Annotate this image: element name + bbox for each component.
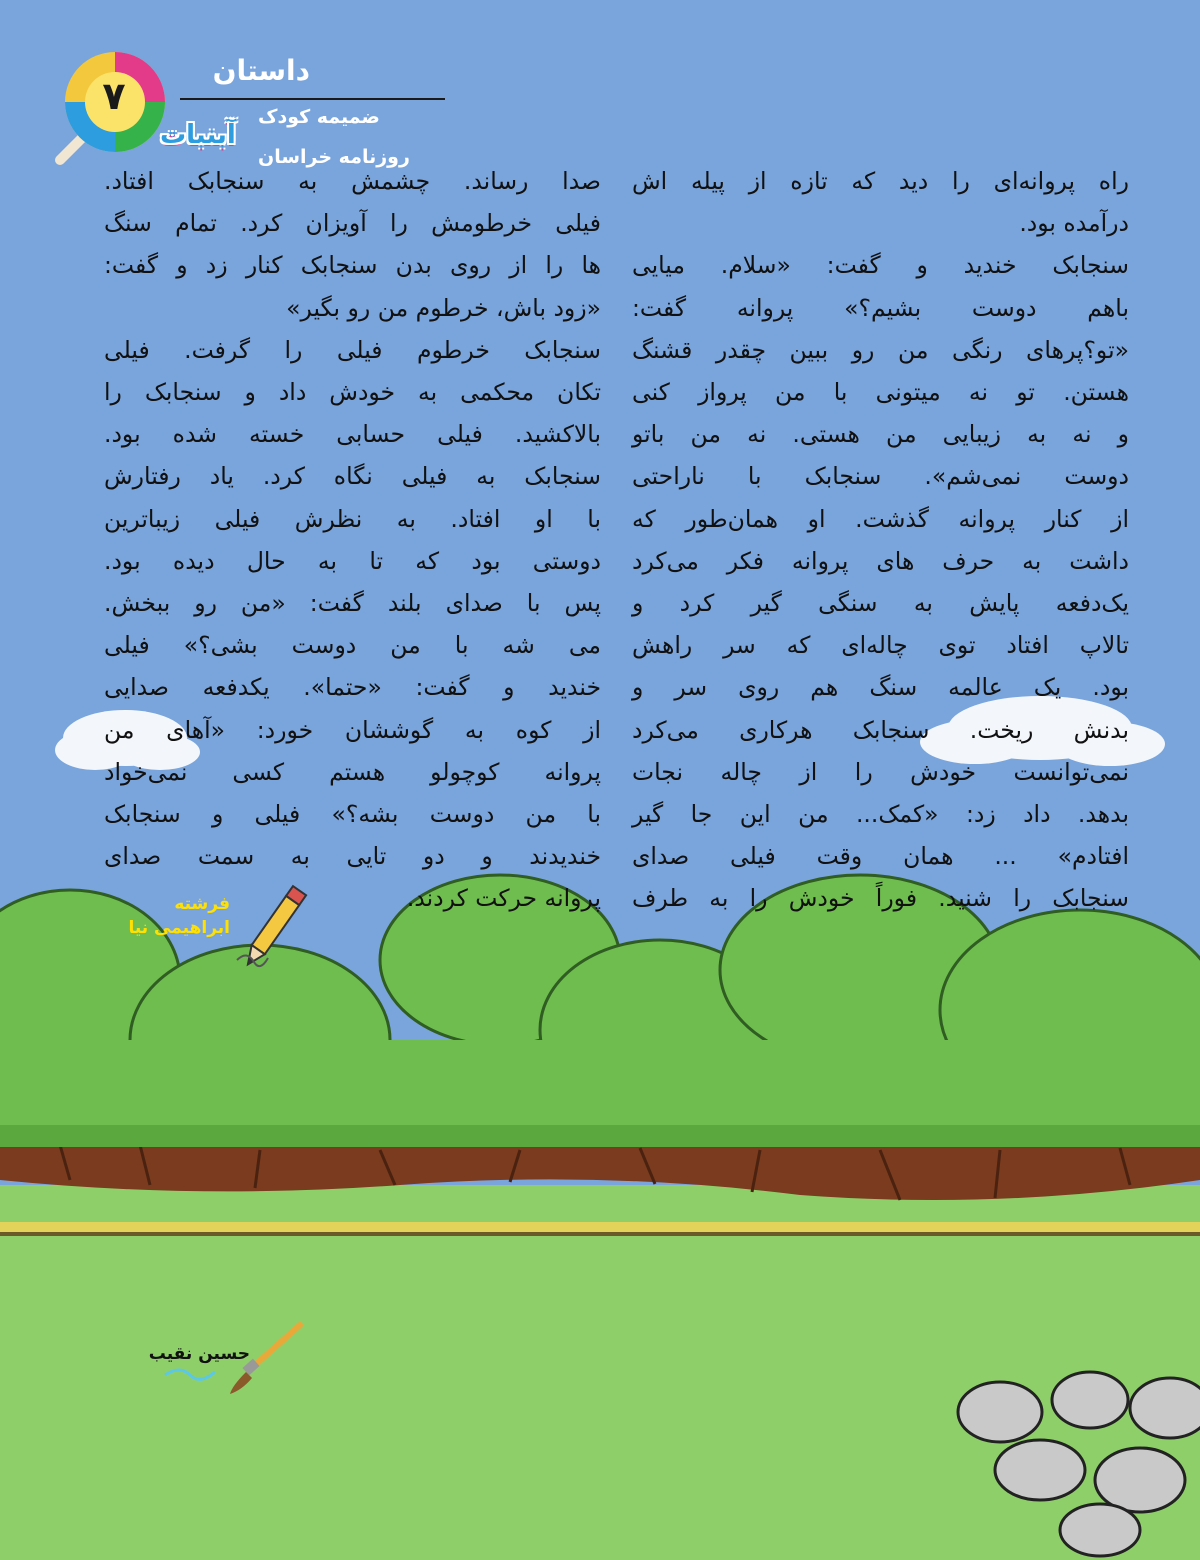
story-line: داشت به حرف های پروانه فکر می‌کرد (632, 546, 1129, 575)
story-line: بالاکشید. فیلی حسابی خسته شده بود. (104, 420, 601, 449)
story-line: هستن. تو نه میتونی با من پرواز کنی (632, 378, 1129, 407)
story-line: باهم دوست بشیم؟» پروانه گفت: (632, 293, 1129, 322)
page-header (30, 40, 430, 180)
story-line: یک‌دفعه پایش به سنگی گیر کرد و (632, 589, 1129, 618)
story-column-right (632, 160, 1129, 920)
story-line: پس با صدای بلند گفت: «من رو ببخش. (104, 589, 601, 618)
story-line: پروانه کوچولو هستم کسی نمی‌خواد (104, 757, 601, 786)
story-line: افتادم» ... همان وقت فیلی صدای (632, 842, 1129, 871)
story-line: می شه با من دوست بشی؟» فیلی (104, 631, 601, 660)
story-line: تالاپ افتاد توی چاله‌ای که سر راهش (632, 631, 1129, 660)
story-line: بدهد. داد زد: «کمک... من این جا گیر (632, 800, 1129, 829)
story-line: سنجابک خرطوم فیلی را گرفت. فیلی (104, 335, 601, 364)
pencil-icon (232, 880, 312, 980)
header-divider (180, 98, 445, 100)
writer-first-name: فرشته (174, 894, 230, 914)
story-line: دوستی بود که تا به حال دیده بود. (104, 546, 601, 575)
story-line: صدا رساند. چشمش به سنجابک افتاد. (104, 167, 601, 195)
writer-credit (120, 892, 230, 940)
supplement-label: ضمیمه کودک (258, 106, 380, 128)
story-line: از کنار پروانه گذشت. او همان‌طور که (632, 504, 1129, 533)
story-line: «زود باش، خرطوم من رو بگیر» (286, 293, 601, 322)
story-line: خندید و گفت: «حتما». یکدفعه صدایی (104, 673, 601, 702)
story-line: ها را از روی بدن سنجابک کنار زد و گفت: (104, 251, 601, 280)
story-line: پروانه حرکت کردند. (406, 884, 601, 913)
story-line: راه پروانه‌ای را دید که تازه از پیله اش (632, 167, 1129, 195)
path-stripe (0, 1222, 1200, 1232)
story-line: دوست نمی‌شم». سنجابک با ناراحتی (632, 462, 1129, 491)
story-line: سنجابک به فیلی نگاه کرد. یاد رفتارش (104, 462, 601, 491)
writer-last-name: ابراهیمی نیا (128, 918, 230, 938)
story-line: و نه به زیبایی من هستی. نه من باتو (632, 420, 1129, 449)
story-line: تکان محکمی به خودش داد و سنجابک را (104, 378, 601, 407)
story-line: خندیدند و دو تایی به سمت صدای (104, 842, 601, 871)
story-line: فیلی خرطومش را آویزان کرد. تمام سنگ (104, 209, 601, 238)
story-column-left (104, 160, 601, 920)
story-line: با او افتاد. به نظرش فیلی زیباترین (104, 504, 601, 533)
brand-logo: آبنبات (160, 120, 236, 150)
page-number: ۷ (102, 74, 126, 118)
story-line: درآمده بود. (1019, 209, 1129, 238)
story-line: سنجابک خندید و گفت: «سلام. میایی (632, 251, 1129, 280)
section-title: داستان (212, 54, 310, 87)
story-line: از کوه به گوششان خورد: «آهای من (104, 715, 601, 744)
story-line: بود. یک عالمه سنگ هم روی سر و (632, 673, 1129, 702)
newspaper-name: روزنامه خراسان (258, 146, 410, 168)
story-line: با من دوست بشه؟» فیلی و سنجابک (104, 800, 601, 829)
story-line: سنجابک را شنید. فوراً خودش را به طرف (632, 884, 1129, 913)
story-line: «تو؟پرهای رنگی من رو ببین چقدر قشنگ (632, 335, 1129, 364)
paintbrush-icon (160, 1320, 310, 1400)
story-line: نمی‌توانست خودش را از چاله نجات (632, 757, 1129, 786)
story-line: بدنش ریخت. سنجابک هرکاری می‌کرد (632, 715, 1129, 744)
illustrator-credit: حسین نقیب (148, 1344, 250, 1364)
